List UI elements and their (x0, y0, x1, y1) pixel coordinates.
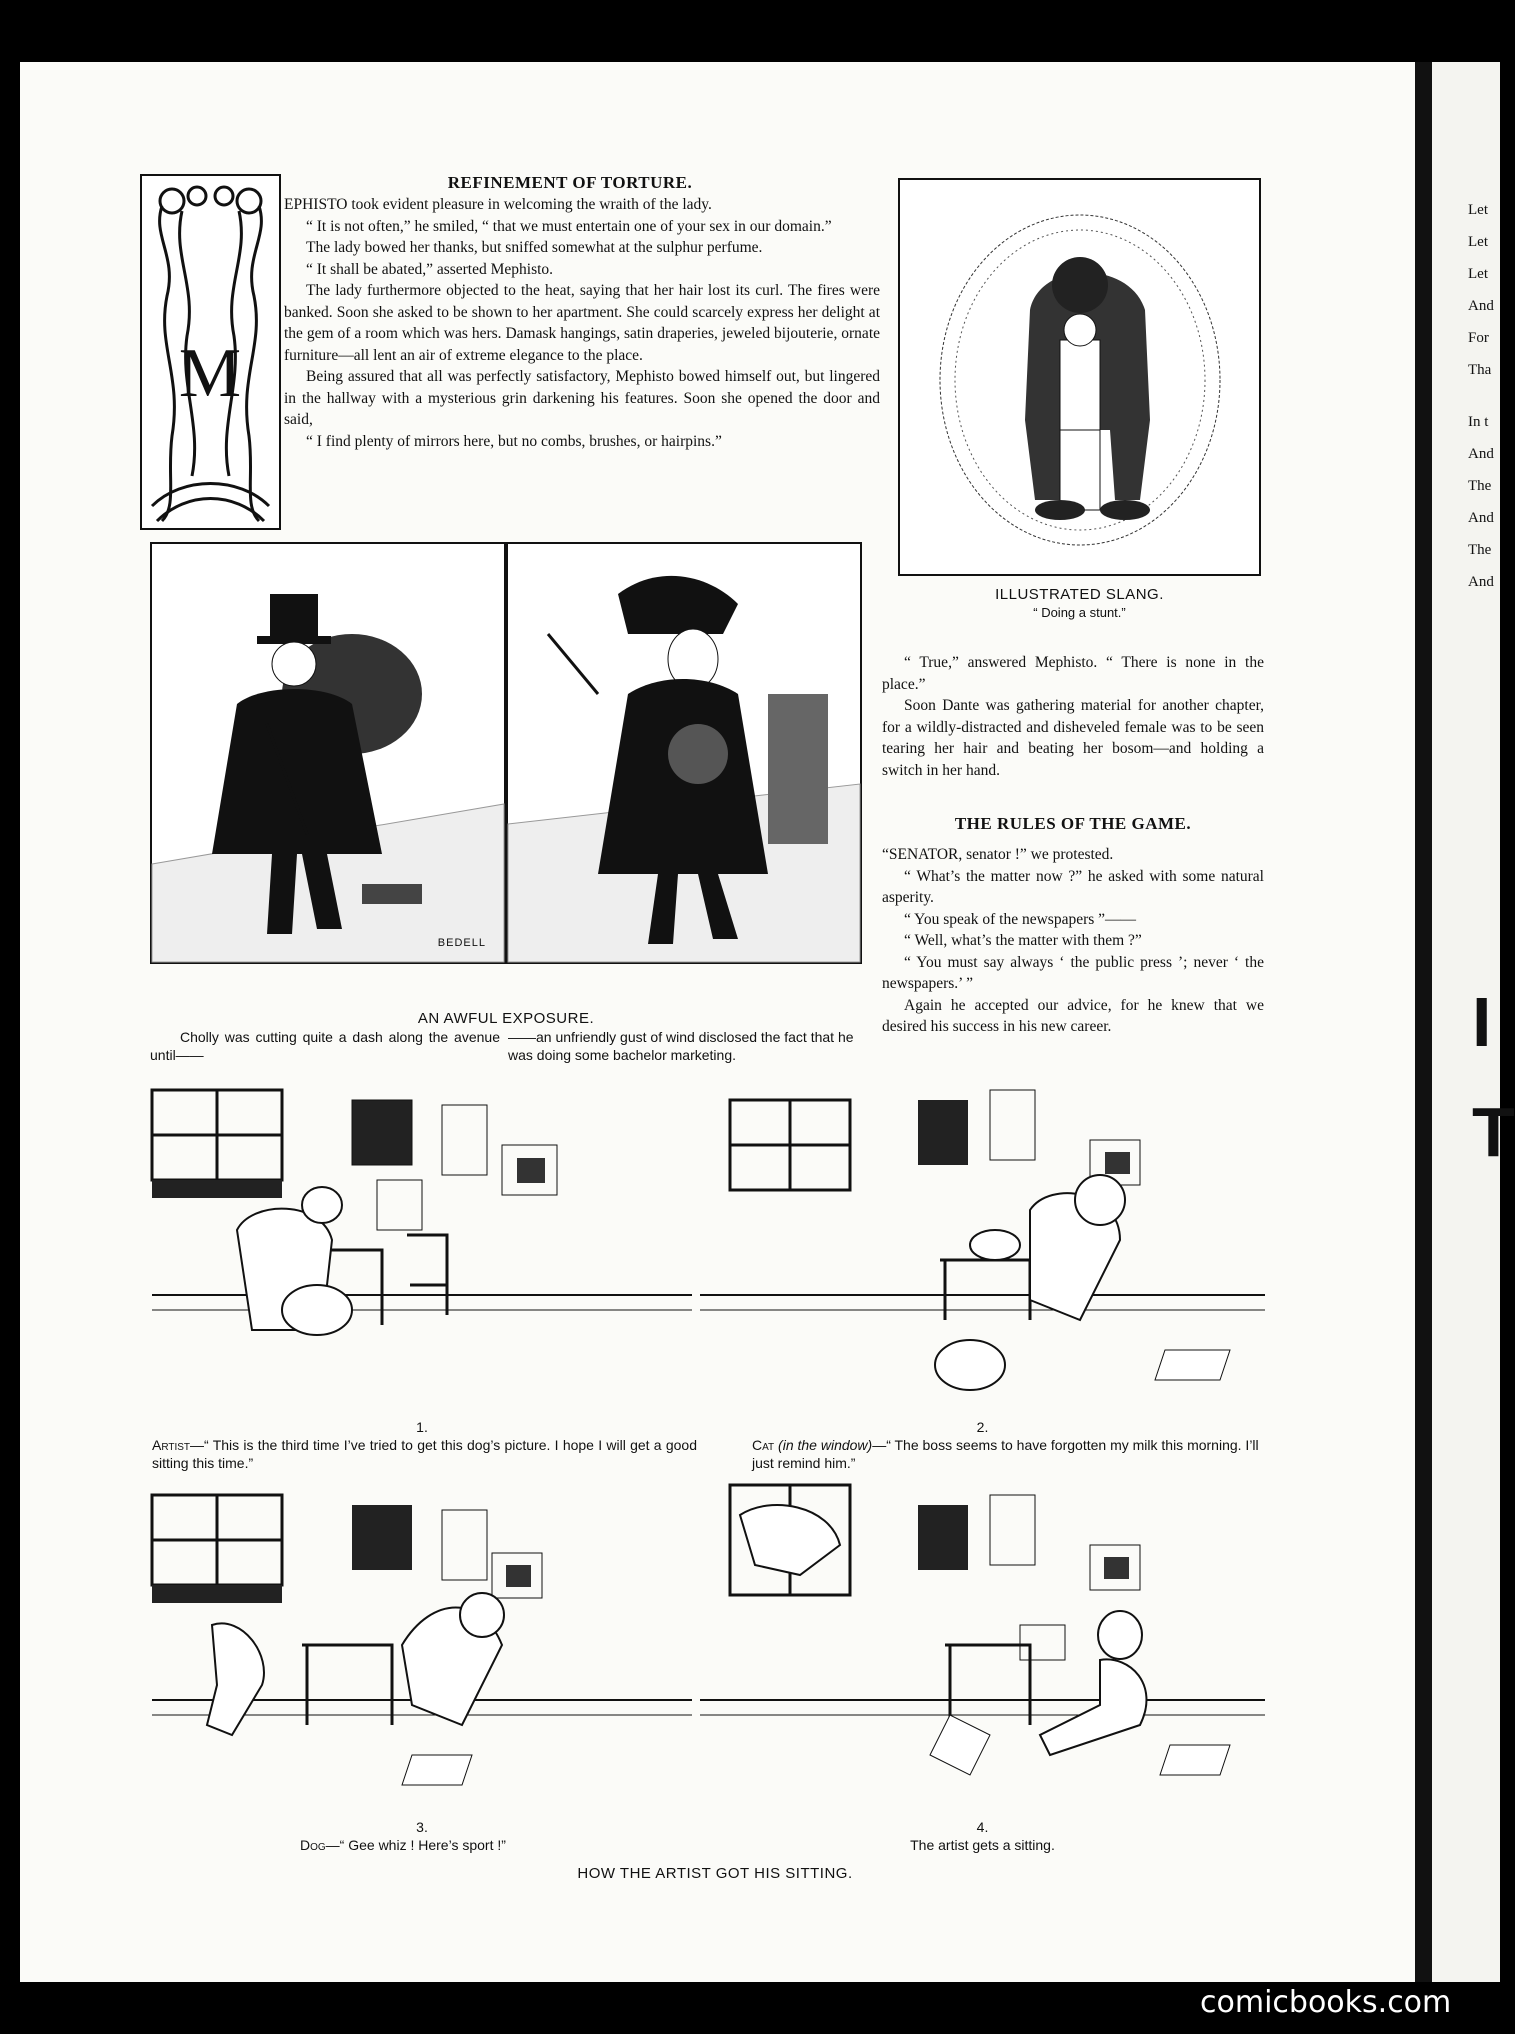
watermark: comicbooks.com (1200, 1985, 1452, 2020)
sitting-panel-2 (700, 1080, 1265, 1415)
cropped-line: Let (1468, 202, 1488, 218)
cropped-line: The (1468, 542, 1492, 558)
panel-caption (152, 1436, 697, 1472)
exposure-caption-right: ——an unfriendly gust of wind disclosed the fact that he was doing some bachelor marketing. (508, 1029, 854, 1063)
paragraph: The lady furthermore objected to the heat, saying that her hair lost its curl. The fires were banked. Soon she asked to be shown to her apartment. She could scarcely express her delight at the gem of a room which was hers. Damask hangings, satin draperies, jeweled bijouterie, ornate furniture—all lent an air of extreme elegance to the place. (284, 282, 880, 364)
paragraph: EPHISTO took evident pleasure in welcoming the wraith of the lady. (284, 196, 712, 213)
paragraph: Being assured that all was perfectly satisfactory, Mephisto bowed himself out, but lingered in the hallway with a mysterious grin darkening his features. Soon she opened the door and said, (284, 368, 880, 428)
panel-caption: The artist gets a sitting. (910, 1837, 1055, 1853)
cropped-headline-letter: I (1472, 983, 1492, 1061)
exposure-panel-right (506, 542, 862, 964)
panel-aside: (in the window) (778, 1437, 873, 1453)
cropped-line: Tha (1468, 362, 1492, 378)
panel-dialogue: —“ This is the third time I’ve tried to get this dog’s picture. I hope I will get a good sitting this time.” (152, 1437, 697, 1471)
paragraph: “ What’s the matter now ?” he asked with some natural asperity. (882, 867, 1264, 906)
article-body (284, 194, 880, 452)
paragraph: Soon Dante was gathering material for another chapter, for a wildly-distracted and disheveled female was to be seen tearing her hair and beating her bosom—and holding a switch in her hand. (882, 697, 1264, 779)
decorative-initial (140, 174, 281, 530)
paragraph: “ I find plenty of mirrors here, but no combs, brushes, or hairpins.” (306, 432, 722, 450)
cropped-line: And (1468, 510, 1494, 526)
paragraph: The lady bowed her thanks, but sniffed somewhat at the sulphur perfume. (306, 239, 763, 256)
cropped-line: In t (1468, 414, 1489, 430)
article-continuation (882, 652, 1264, 781)
slang-illustration (898, 178, 1261, 576)
panel-number: 1. (416, 1419, 428, 1435)
cropped-line: Let (1468, 234, 1488, 250)
artist-signature: BEDELL (437, 937, 486, 949)
paragraph: “SENATOR, senator !” we protested. (882, 846, 1114, 863)
cropped-line: And (1468, 574, 1494, 590)
exposure-panel-left (150, 542, 506, 964)
panel-caption (752, 1436, 1272, 1472)
cropped-line: And (1468, 446, 1494, 462)
slang-subtitle: “ Doing a stunt.” (1033, 605, 1126, 620)
panel-dialogue: —“ Gee whiz ! Here’s sport !” (325, 1837, 506, 1853)
paragraph: “ True,” answered Mephisto. “ There is none in the place.” (882, 654, 1264, 693)
panel-speaker: Dog (300, 1837, 326, 1853)
paragraph: “ It shall be abated,” asserted Mephisto. (306, 260, 554, 278)
adjacent-page-strip (1432, 62, 1515, 1982)
article-title: THE RULES OF THE GAME. (954, 814, 1192, 833)
panel-speaker: Artist (152, 1437, 191, 1453)
initial-letter: M (178, 335, 242, 412)
paragraph: “ It is not often,” he smiled, “ that we must entertain one of your sex in our domain.” (306, 217, 832, 235)
slang-title: ILLUSTRATED SLANG. (995, 586, 1164, 603)
panel-speaker: Cat (752, 1437, 775, 1453)
panel-dialogue: —“ The boss seems to have forgotten my milk this morning. I’ll just remind him.” (752, 1437, 1259, 1471)
panel-caption (300, 1836, 680, 1854)
sitting-panel-4 (700, 1485, 1265, 1815)
cropped-line: The (1468, 478, 1492, 494)
article-body (882, 844, 1264, 1038)
sitting-panel-3 (152, 1485, 692, 1815)
paragraph: Again he accepted our advice, for he knew that we desired his success in his new career. (882, 996, 1264, 1035)
cropped-line: Let (1468, 266, 1488, 282)
panel-number: 4. (976, 1819, 989, 1835)
article-title: REFINEMENT OF TORTURE. (447, 173, 693, 192)
comic-title: HOW THE ARTIST GOT HIS SITTING. (577, 1865, 853, 1882)
panel-number: 3. (416, 1819, 428, 1835)
page-gutter (1415, 62, 1432, 1982)
exposure-title: AN AWFUL EXPOSURE. (417, 1010, 595, 1027)
paragraph: “ You must say always ‘ the public press ’; never ‘ the newspapers.’ ” (882, 953, 1264, 992)
paragraph: “ Well, what’s the matter with them ?” (904, 932, 1142, 949)
panel-number: 2. (976, 1419, 989, 1435)
sitting-panel-1 (152, 1080, 692, 1415)
cropped-headline-letter: T (1472, 1093, 1515, 1171)
cropped-line: For (1468, 330, 1489, 346)
cropped-line: And (1468, 298, 1494, 314)
paragraph: “ You speak of the newspapers ”—— (904, 910, 1137, 928)
exposure-caption-left: Cholly was cutting quite a dash along the avenue until—— (150, 1029, 500, 1063)
